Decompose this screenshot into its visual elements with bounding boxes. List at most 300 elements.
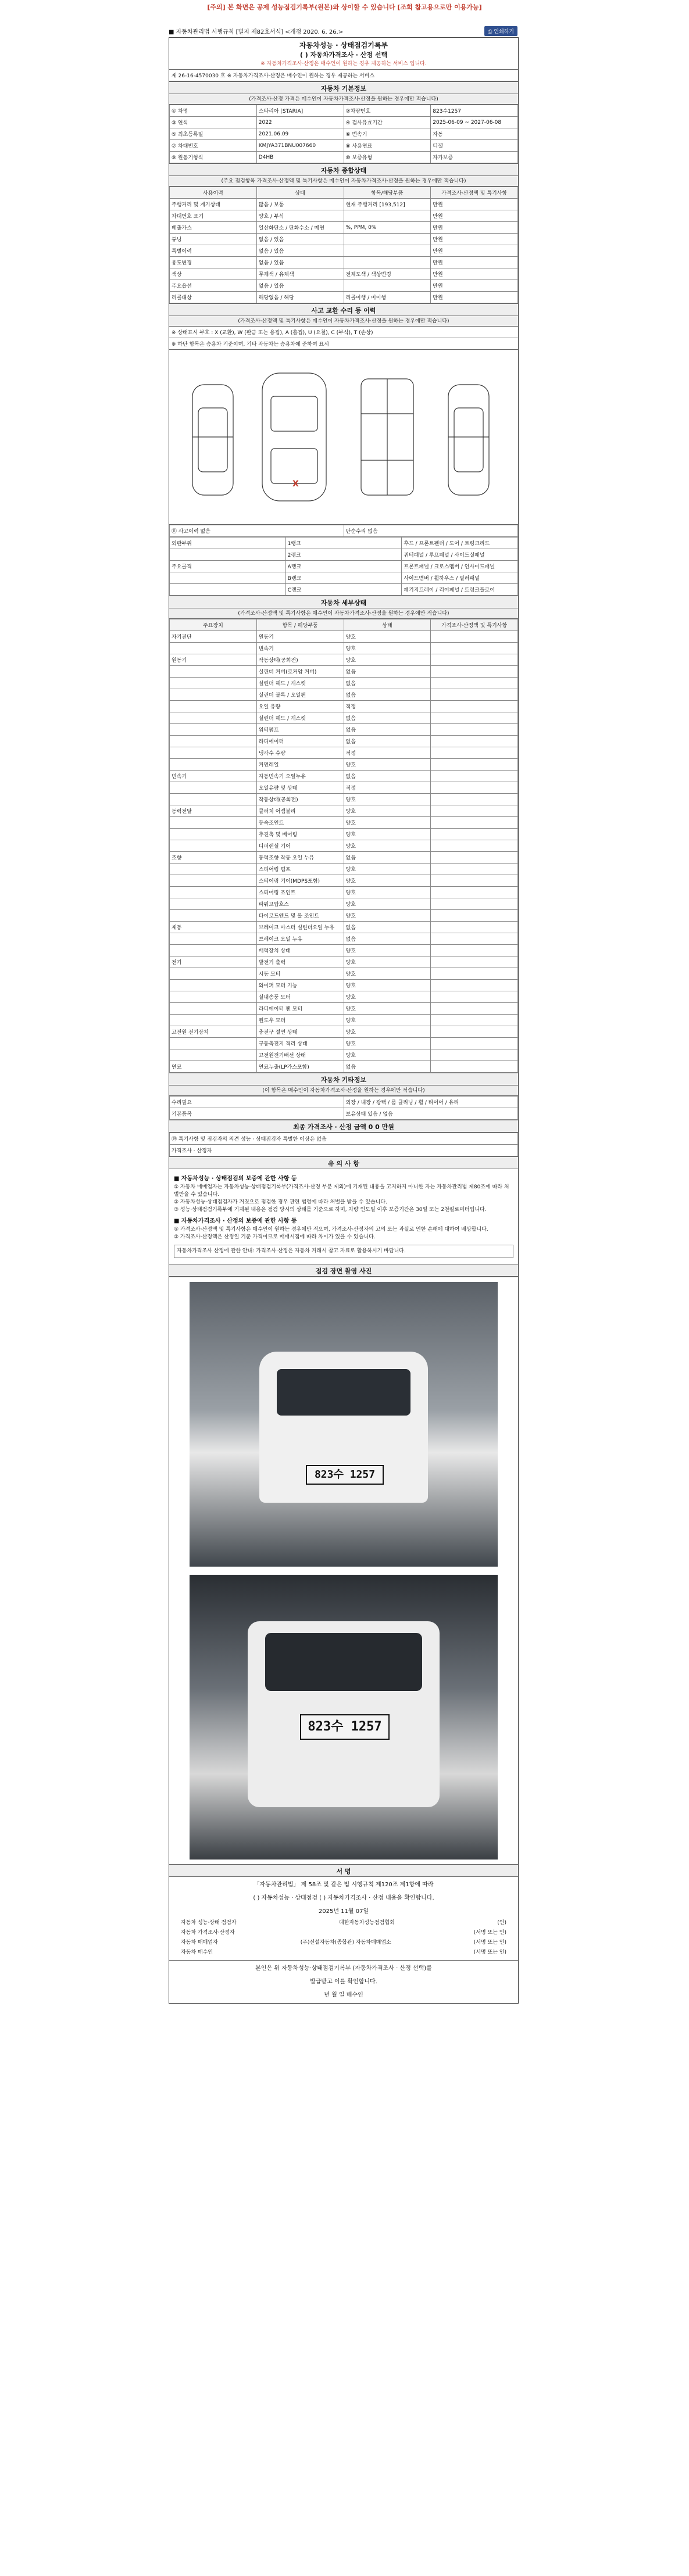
accident-cell: A랭크 xyxy=(285,561,402,572)
detail-price-cell xyxy=(431,864,518,875)
overall-cell: 만원 xyxy=(431,222,518,234)
detail-cell: 양호 xyxy=(344,643,431,654)
accident-row xyxy=(170,561,518,572)
detail-cell xyxy=(170,689,257,701)
detail-cell: 양호 xyxy=(344,654,431,666)
other-subtitle: (이 항목은 매수인이 자동차가격조사·산정을 원하는 경우에만 적습니다) xyxy=(169,1085,518,1096)
vehicle-outline-svg xyxy=(169,350,517,524)
detail-row xyxy=(170,712,518,724)
detail-cell: 추진축 및 베어링 xyxy=(256,829,344,840)
overall-row xyxy=(170,199,518,210)
detail-cell: 없음 xyxy=(344,689,431,701)
final-price: 최종 가격조사 · 산정 금액 0 0 만원 xyxy=(169,1120,518,1133)
accident-note: ※ 하단 항목은 승용차 기준이며, 기타 자동차는 승용차에 준하여 표시 xyxy=(169,338,518,350)
detail-cell: 양호 xyxy=(344,980,431,991)
notice-body xyxy=(169,1169,518,1264)
detail-cell: 발전기 출력 xyxy=(256,956,344,968)
overall-cell: 만원 xyxy=(431,292,518,303)
car-right-side xyxy=(448,385,489,495)
overall-table xyxy=(169,187,518,303)
basic-info-cell: KMJYA371BNU007660 xyxy=(256,140,344,152)
basic-info-cell: 2022 xyxy=(256,117,344,128)
detail-title: 자동차 세부상태 xyxy=(169,596,518,608)
detail-price-cell xyxy=(431,840,518,852)
detail-cell: 원동기 xyxy=(170,654,257,666)
accident-cell: 외판부위 xyxy=(170,538,286,549)
inspector-opinion: ⑲ 특기사항 및 점검자의 의견 성능 · 상태점검자 특별한 이상은 없음 xyxy=(170,1133,518,1145)
detail-price-cell xyxy=(431,712,518,724)
detail-cell: 양호 xyxy=(344,945,431,956)
detail-price-cell xyxy=(431,794,518,805)
detail-row xyxy=(170,1003,518,1015)
detail-cell: 실내송풍 모터 xyxy=(256,991,344,1003)
detail-price-cell xyxy=(431,782,518,794)
accident-cell: 쿼터패널 / 루프패널 / 사이드실패널 xyxy=(402,549,518,561)
detail-row xyxy=(170,805,518,817)
detail-cell: 적정 xyxy=(344,747,431,759)
overall-cell: 주요옵션 xyxy=(170,280,257,292)
accident-cell: 프론트패널 / 크로스멤버 / 인사이드패널 xyxy=(402,561,518,572)
detail-cell xyxy=(170,782,257,794)
detail-cell xyxy=(170,898,257,910)
signature-rows xyxy=(169,1917,518,1957)
accident-legend: ※ 상태표시 부호 : X (교환), W (판금 또는 용접), A (흠집), U (요철), C (부식), T (손상) xyxy=(169,327,518,338)
overall-row xyxy=(170,268,518,280)
detail-cell: 윈도우 모터 xyxy=(256,1015,344,1026)
detail-row xyxy=(170,1038,518,1049)
signature-cell: 대한자동차성능점검협회 xyxy=(339,1920,395,1926)
detail-price-cell xyxy=(431,945,518,956)
detail-price-cell xyxy=(431,910,518,922)
detail-cell: 파워고압호스 xyxy=(256,898,344,910)
detail-row xyxy=(170,631,518,643)
overall-cell: 차대번호 표기 xyxy=(170,210,257,222)
detail-cell xyxy=(170,1015,257,1026)
detail-cell: 조향 xyxy=(170,852,257,864)
basic-info-row xyxy=(170,152,518,163)
detail-price-cell xyxy=(431,805,518,817)
detail-cell: 오일 유량 xyxy=(256,701,344,712)
signature-line-2: ( ) 자동차성능 · 상태점검 ( ) 자동차가격조사 · 산정 내용을 확인합니다. xyxy=(253,1895,434,1901)
detail-cell xyxy=(170,829,257,840)
detail-cell xyxy=(170,643,257,654)
detail-cell: 라디에이터 팬 모터 xyxy=(256,1003,344,1015)
detail-cell xyxy=(170,666,257,678)
overall-cell: 일산화탄소 / 탄화수소 / 매연 xyxy=(256,222,344,234)
detail-cell: 와이퍼 모터 기능 xyxy=(256,980,344,991)
detail-cell: 적정 xyxy=(344,782,431,794)
detail-row xyxy=(170,864,518,875)
inspection-record xyxy=(169,37,519,2004)
overall-cell: 없음 / 있음 xyxy=(256,280,344,292)
detail-cell xyxy=(170,980,257,991)
detail-cell: 브레이크 오일 누유 xyxy=(256,933,344,945)
detail-cell: 디퍼렌셜 기어 xyxy=(256,840,344,852)
overall-cell: 튜닝 xyxy=(170,234,257,245)
detail-cell: 고전원전기배선 상태 xyxy=(256,1049,344,1061)
overall-cell: 많음 / 보통 xyxy=(256,199,344,210)
overall-row xyxy=(170,245,518,257)
overall-cell: 특별이력 xyxy=(170,245,257,257)
overall-cell: 없음 / 있음 xyxy=(256,245,344,257)
print-button[interactable] xyxy=(484,26,517,36)
detail-row xyxy=(170,747,518,759)
detail-cell: 양호 xyxy=(344,1026,431,1038)
detail-price-cell xyxy=(431,1061,518,1073)
rear-plate: 823수 1257 xyxy=(300,1714,390,1740)
detail-cell: 양호 xyxy=(344,1015,431,1026)
detail-cell: 없음 xyxy=(344,1061,431,1073)
printer-icon: ⎙ xyxy=(488,28,492,35)
detail-header-cell: 가격조사·산정액 및 특기사항 xyxy=(431,619,518,631)
detail-row xyxy=(170,666,518,678)
record-header xyxy=(169,38,518,70)
detail-cell: 실린더 헤드 / 개스킷 xyxy=(256,678,344,689)
detail-header-cell: 상태 xyxy=(344,619,431,631)
detail-cell: 워터펌프 xyxy=(256,724,344,736)
detail-cell: 양호 xyxy=(344,898,431,910)
record-title: 자동차성능 · 상태점검기록부 xyxy=(299,41,388,49)
top-bar xyxy=(169,26,517,36)
van-windshield xyxy=(277,1369,410,1416)
detail-cell xyxy=(170,736,257,747)
signature-cell: (서명 또는 인) xyxy=(473,1940,506,1946)
overall-header-cell: 항목/해당부품 xyxy=(344,187,431,199)
detail-price-cell xyxy=(431,643,518,654)
basic-info-cell: 823수1257 xyxy=(431,105,518,117)
basic-info-subtitle: (가격조사·산정 가격은 매수인이 자동차가격조사·산정을 원하는 경우에만 적습니다) xyxy=(169,94,518,105)
overall-cell: 용도변경 xyxy=(170,257,257,268)
accident-cell xyxy=(170,572,286,584)
detail-cell: 실린더 블록 / 오일팬 xyxy=(256,689,344,701)
print-label: 인쇄하기 xyxy=(494,28,514,35)
overall-cell: 해당없음 / 해당 xyxy=(256,292,344,303)
overall-cell: %, PPM, 0% xyxy=(344,222,431,234)
overall-row xyxy=(170,222,518,234)
detail-cell xyxy=(170,794,257,805)
accident-subtitle: (가격조사·산정액 및 특기사항은 매수인이 자동차가격조사·산정을 원하는 경우에만 적습니다) xyxy=(169,316,518,327)
warning-banner: [주의] 본 화면은 공제 성능점검기록부(원본)와 상이할 수 있습니다 [조회 참고용으로만 이용가능] xyxy=(207,3,482,11)
accident-cell: 패키지트레이 / 리어패널 / 트렁크플로어 xyxy=(402,584,518,596)
record-subtitle: ( ) 자동차가격조사 · 산정 선택 xyxy=(299,51,388,59)
detail-cell: 없음 xyxy=(344,712,431,724)
overall-subtitle: (주요 점검항목 가격조사·산정액 및 특기사항은 매수인이 자동차가격조사·산정을 원하는 경우에만 적습니다) xyxy=(169,176,518,187)
detail-cell: 클러치 어셈블리 xyxy=(256,805,344,817)
record-number: 제 26-16-4570030 호 ※ 자동차가격조사·산정은 매수인이 원하는 경우 제공하는 서비스 xyxy=(169,70,518,81)
detail-cell xyxy=(170,678,257,689)
detail-cell: 실린더 헤드 / 개스킷 xyxy=(256,712,344,724)
detail-price-cell xyxy=(431,666,518,678)
detail-cell: 브레이크 마스터 실린더오일 누유 xyxy=(256,922,344,933)
detail-cell: 원동기 xyxy=(256,631,344,643)
accident-title: 사고 교환 수리 등 이력 xyxy=(169,303,518,316)
basic-info-cell: ②차량번호 xyxy=(344,105,431,117)
overall-cell: 만원 xyxy=(431,280,518,292)
other-cell: 보유상태 있음 / 없음 xyxy=(344,1108,518,1120)
notice-p5: ② 가격조사·산정액은 산정일 기준 가격이므로 매매시점에 따라 차이가 있을 수 있습니다. xyxy=(174,1234,376,1240)
detail-header-cell: 항목 / 해당부품 xyxy=(256,619,344,631)
detail-price-cell xyxy=(431,701,518,712)
detail-cell: 양호 xyxy=(344,887,431,898)
accident-cell: 2랭크 xyxy=(285,549,402,561)
detail-cell: 충전구 절연 상태 xyxy=(256,1026,344,1038)
detail-row xyxy=(170,968,518,980)
overall-header-cell: 상태 xyxy=(256,187,344,199)
damage-mark: X xyxy=(292,479,299,489)
detail-cell: 없음 xyxy=(344,724,431,736)
detail-cell xyxy=(170,747,257,759)
overall-cell: 전체도색 / 색상변경 xyxy=(344,268,431,280)
other-cell: 외장 / 내장 / 광택 / 룸 클리닝 / 휠 / 타이어 / 유리 xyxy=(344,1097,518,1108)
signature-cell: 자동차 매수인 xyxy=(181,1950,213,1955)
detail-cell: 스티어링 조인트 xyxy=(256,887,344,898)
detail-row xyxy=(170,933,518,945)
accident-summary xyxy=(169,525,518,537)
detail-cell xyxy=(170,864,257,875)
overall-cell: 만원 xyxy=(431,245,518,257)
detail-row xyxy=(170,840,518,852)
detail-cell: 없음 xyxy=(344,666,431,678)
detail-price-cell xyxy=(431,747,518,759)
basic-info-cell: ⑩ 보증유형 xyxy=(344,152,431,163)
detail-row xyxy=(170,956,518,968)
detail-price-cell xyxy=(431,852,518,864)
basic-info-cell: ④ 검사유효기간 xyxy=(344,117,431,128)
accident-cell xyxy=(170,584,286,596)
detail-cell: 양호 xyxy=(344,1038,431,1049)
detail-row xyxy=(170,759,518,771)
photo-block xyxy=(169,1277,518,1864)
other-row xyxy=(170,1097,518,1108)
detail-price-cell xyxy=(431,654,518,666)
overall-cell xyxy=(344,280,431,292)
notice-title: 유 의 사 항 xyxy=(169,1156,518,1169)
detail-cell: 없음 xyxy=(344,771,431,782)
detail-cell: 동력전달 xyxy=(170,805,257,817)
inspector-table xyxy=(169,1133,518,1156)
signature-cell: (인) xyxy=(497,1920,506,1926)
overall-cell: 리콜이행 / 미이행 xyxy=(344,292,431,303)
signature-cell: (주)신설자동차(종합관) 자동차매매업소 xyxy=(300,1940,391,1946)
signature-line-1: 「자동차관리법」 제 58조 및 같은 법 시행규칙 제120조 제1항에 따라 xyxy=(254,1882,434,1888)
accident-cell: 1랭크 xyxy=(285,538,402,549)
detail-cell: 양호 xyxy=(344,759,431,771)
detail-cell xyxy=(170,933,257,945)
detail-price-cell xyxy=(431,759,518,771)
signature-row xyxy=(169,1947,518,1957)
basic-info-cell: ⑨ 원동기형식 xyxy=(170,152,257,163)
detail-cell: 양호 xyxy=(344,840,431,852)
detail-cell: 커먼레일 xyxy=(256,759,344,771)
overall-title: 자동차 종합상태 xyxy=(169,163,518,176)
detail-row xyxy=(170,1026,518,1038)
detail-price-cell xyxy=(431,898,518,910)
basic-info-row xyxy=(170,105,518,117)
detail-row xyxy=(170,771,518,782)
signature-cell: (서명 또는 인) xyxy=(473,1930,506,1936)
photos-title: 점검 장면 촬영 사진 xyxy=(169,1264,518,1277)
detail-cell: 양호 xyxy=(344,968,431,980)
detail-price-cell xyxy=(431,771,518,782)
detail-price-cell xyxy=(431,875,518,887)
detail-header-cell: 주요장치 xyxy=(170,619,257,631)
detail-row xyxy=(170,817,518,829)
basic-info-table xyxy=(169,105,518,163)
detail-cell: 연료 xyxy=(170,1061,257,1073)
basic-info-cell: ⑥ 변속기 xyxy=(344,128,431,140)
detail-price-cell xyxy=(431,1003,518,1015)
signature-footer-1: 본인은 위 자동차성능·상태점검기록부 (자동차가격조사 · 산정 선택)를 xyxy=(169,1960,518,1974)
detail-cell: 양호 xyxy=(344,875,431,887)
accident-cell: 후드 / 프론트펜더 / 도어 / 트렁크리드 xyxy=(402,538,518,549)
detail-cell: 작동상태(공회전) xyxy=(256,654,344,666)
overall-cell: 무채색 / 유채색 xyxy=(256,268,344,280)
front-plate: 823수 1257 xyxy=(306,1465,384,1485)
signature-cell: 자동차 가격조사·산정자 xyxy=(181,1930,235,1936)
overall-row xyxy=(170,292,518,303)
overall-cell: 없음 / 있음 xyxy=(256,234,344,245)
detail-row xyxy=(170,654,518,666)
detail-cell: 없음 xyxy=(344,922,431,933)
basic-info-row xyxy=(170,128,518,140)
detail-cell: 스티어링 기어(MDPS포함) xyxy=(256,875,344,887)
detail-cell: 냉각수 수량 xyxy=(256,747,344,759)
other-title: 자동차 기타정보 xyxy=(169,1073,518,1085)
detail-cell: 오일유량 및 상태 xyxy=(256,782,344,794)
detail-cell: 연료누출(LP가스포함) xyxy=(256,1061,344,1073)
detail-price-cell xyxy=(431,631,518,643)
detail-table xyxy=(169,619,518,1073)
signature-title: 서 명 xyxy=(169,1864,518,1877)
detail-cell: 시동 모터 xyxy=(256,968,344,980)
signature-footer-3: 년 월 일 매수인 xyxy=(324,1992,363,1998)
overall-row xyxy=(170,257,518,268)
detail-row xyxy=(170,887,518,898)
overall-cell xyxy=(344,234,431,245)
detail-row xyxy=(170,945,518,956)
notice-heading-2: ■ 자동차가격조사 · 산정의 보증에 관한 사항 등 xyxy=(174,1218,297,1224)
basic-info-cell: 디젤 xyxy=(431,140,518,152)
basic-info-cell: ③ 연식 xyxy=(170,117,257,128)
detail-cell xyxy=(170,817,257,829)
detail-cell: 등속조인트 xyxy=(256,817,344,829)
detail-row xyxy=(170,898,518,910)
overall-cell: 만원 xyxy=(431,268,518,280)
detail-price-cell xyxy=(431,968,518,980)
form-reference: ■ 자동차관리법 시행규칙 [별지 제82호서식] <개정 2020. 6. 26.> xyxy=(169,28,344,35)
front-photo xyxy=(190,1282,498,1567)
detail-cell: 없음 xyxy=(344,852,431,864)
detail-cell: 동력조향 작동 오일 누유 xyxy=(256,852,344,864)
basic-info-cell: D4HB xyxy=(256,152,344,163)
overall-cell: 색상 xyxy=(170,268,257,280)
basic-info-row xyxy=(170,140,518,152)
detail-cell: 없음 xyxy=(344,736,431,747)
detail-cell xyxy=(170,701,257,712)
detail-cell xyxy=(170,968,257,980)
detail-row xyxy=(170,643,518,654)
accident-cell xyxy=(170,549,286,561)
basic-info-cell: 2025-06-09 ~ 2027-06-08 xyxy=(431,117,518,128)
detail-cell: 양호 xyxy=(344,817,431,829)
van-rear-window xyxy=(265,1633,422,1691)
detail-price-cell xyxy=(431,933,518,945)
detail-row xyxy=(170,852,518,864)
basic-info-cell: ⑤ 최초등록일 xyxy=(170,128,257,140)
basic-info-cell: 2021.06.09 xyxy=(256,128,344,140)
detail-row xyxy=(170,1015,518,1026)
detail-cell: 양호 xyxy=(344,794,431,805)
detail-price-cell xyxy=(431,887,518,898)
overall-cell xyxy=(344,257,431,268)
notice-box: 자동차가격조사 산정에 관한 안내: 가격조사·산정은 자동차 거래시 참고 자료로 활용하시기 바랍니다. xyxy=(174,1245,513,1258)
simple-repair: 단순수리 없음 xyxy=(344,525,518,537)
overall-cell: 없음 / 있음 xyxy=(256,257,344,268)
detail-cell xyxy=(170,724,257,736)
detail-price-cell xyxy=(431,980,518,991)
detail-price-cell xyxy=(431,922,518,933)
detail-cell: 배력장치 상태 xyxy=(256,945,344,956)
detail-row xyxy=(170,1049,518,1061)
rear-photo xyxy=(190,1575,498,1860)
accident-cell: 주요골격 xyxy=(170,561,286,572)
detail-row xyxy=(170,724,518,736)
detail-cell: 양호 xyxy=(344,631,431,643)
detail-cell: 적정 xyxy=(344,701,431,712)
detail-price-cell xyxy=(431,1038,518,1049)
detail-cell: 양호 xyxy=(344,864,431,875)
overall-cell: 배출가스 xyxy=(170,222,257,234)
detail-row xyxy=(170,910,518,922)
overall-cell: 양호 / 부식 xyxy=(256,210,344,222)
detail-price-cell xyxy=(431,1049,518,1061)
detail-cell xyxy=(170,910,257,922)
overall-row xyxy=(170,234,518,245)
detail-price-cell xyxy=(431,829,518,840)
detail-row xyxy=(170,922,518,933)
overall-header-cell: 가격조사·산정액 및 특기사항 xyxy=(431,187,518,199)
signature-date: 2025년 11월 07일 xyxy=(318,1908,369,1915)
detail-row xyxy=(170,736,518,747)
accident-row xyxy=(170,584,518,596)
detail-price-cell xyxy=(431,991,518,1003)
overall-cell: 만원 xyxy=(431,234,518,245)
detail-cell xyxy=(170,1003,257,1015)
detail-cell: 스티어링 펌프 xyxy=(256,864,344,875)
basic-info-row xyxy=(170,117,518,128)
overall-cell: 만원 xyxy=(431,199,518,210)
overall-row xyxy=(170,210,518,222)
detail-cell: 고전원 전기장치 xyxy=(170,1026,257,1038)
other-row xyxy=(170,1108,518,1120)
detail-cell xyxy=(170,875,257,887)
basic-info-cell: 자동 xyxy=(431,128,518,140)
signature-cell: (서명 또는 인) xyxy=(473,1950,506,1955)
overall-header-cell: 사용이력 xyxy=(170,187,257,199)
detail-row xyxy=(170,991,518,1003)
accident-cell: B랭크 xyxy=(285,572,402,584)
detail-cell xyxy=(170,945,257,956)
detail-cell: 양호 xyxy=(344,1049,431,1061)
signature-cell: 자동차 성능·상태 점검자 xyxy=(181,1920,237,1926)
detail-row xyxy=(170,794,518,805)
detail-cell xyxy=(170,840,257,852)
signature-cell: 자동차 매매업자 xyxy=(181,1940,218,1946)
notice-p4: ① 가격조사·산정액 및 특기사항은 매수인이 원하는 경우에만 적으며, 가격조사·산정자의 고의 또는 과실로 인한 손해에 대하여 배상합니다. xyxy=(174,1227,488,1233)
detail-price-cell xyxy=(431,1026,518,1038)
overall-cell xyxy=(344,210,431,222)
detail-cell xyxy=(170,991,257,1003)
